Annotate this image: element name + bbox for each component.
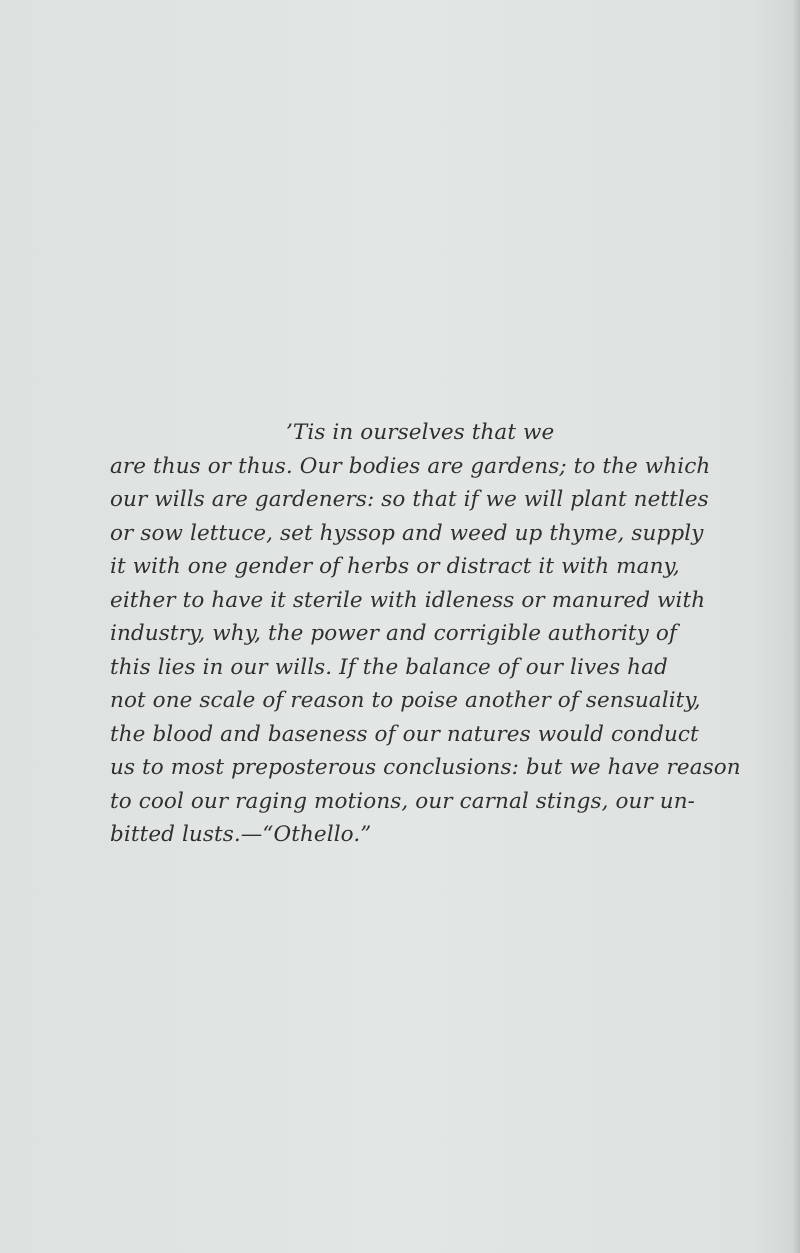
passage-line: this lies in our wills. If the balance of our lives had <box>110 654 668 680</box>
passage-line: ’Tis in ourselves that we <box>286 420 555 445</box>
passage-line: it with one gender of herbs or distract it with many, <box>110 554 680 579</box>
passage-line: or sow lettuce, set hyssop and weed up thyme, supply <box>110 520 704 546</box>
passage-line: industry, why, the power and corrigible authority of <box>110 621 677 646</box>
page-edge-shadow <box>792 0 800 1253</box>
passage-attribution-line: bitted lusts.—“Othello.” <box>110 822 372 847</box>
quotation-passage <box>110 416 741 852</box>
passage-line: our wills are gardeners: so that if we will plant nettles <box>110 487 709 512</box>
passage-line: either to have it sterile with idleness or manured with <box>110 587 706 613</box>
passage-line: to cool our raging motions, our carnal stings, our un- <box>110 788 696 814</box>
passage-line: the blood and baseness of our natures would conduct <box>110 721 699 747</box>
passage-line: not one scale of reason to poise another of sensuality, <box>110 688 701 713</box>
passage-line: are thus or thus. Our bodies are gardens; to the which <box>110 453 711 479</box>
passage-line: us to most preposterous conclusions: but we have reason <box>110 755 741 780</box>
